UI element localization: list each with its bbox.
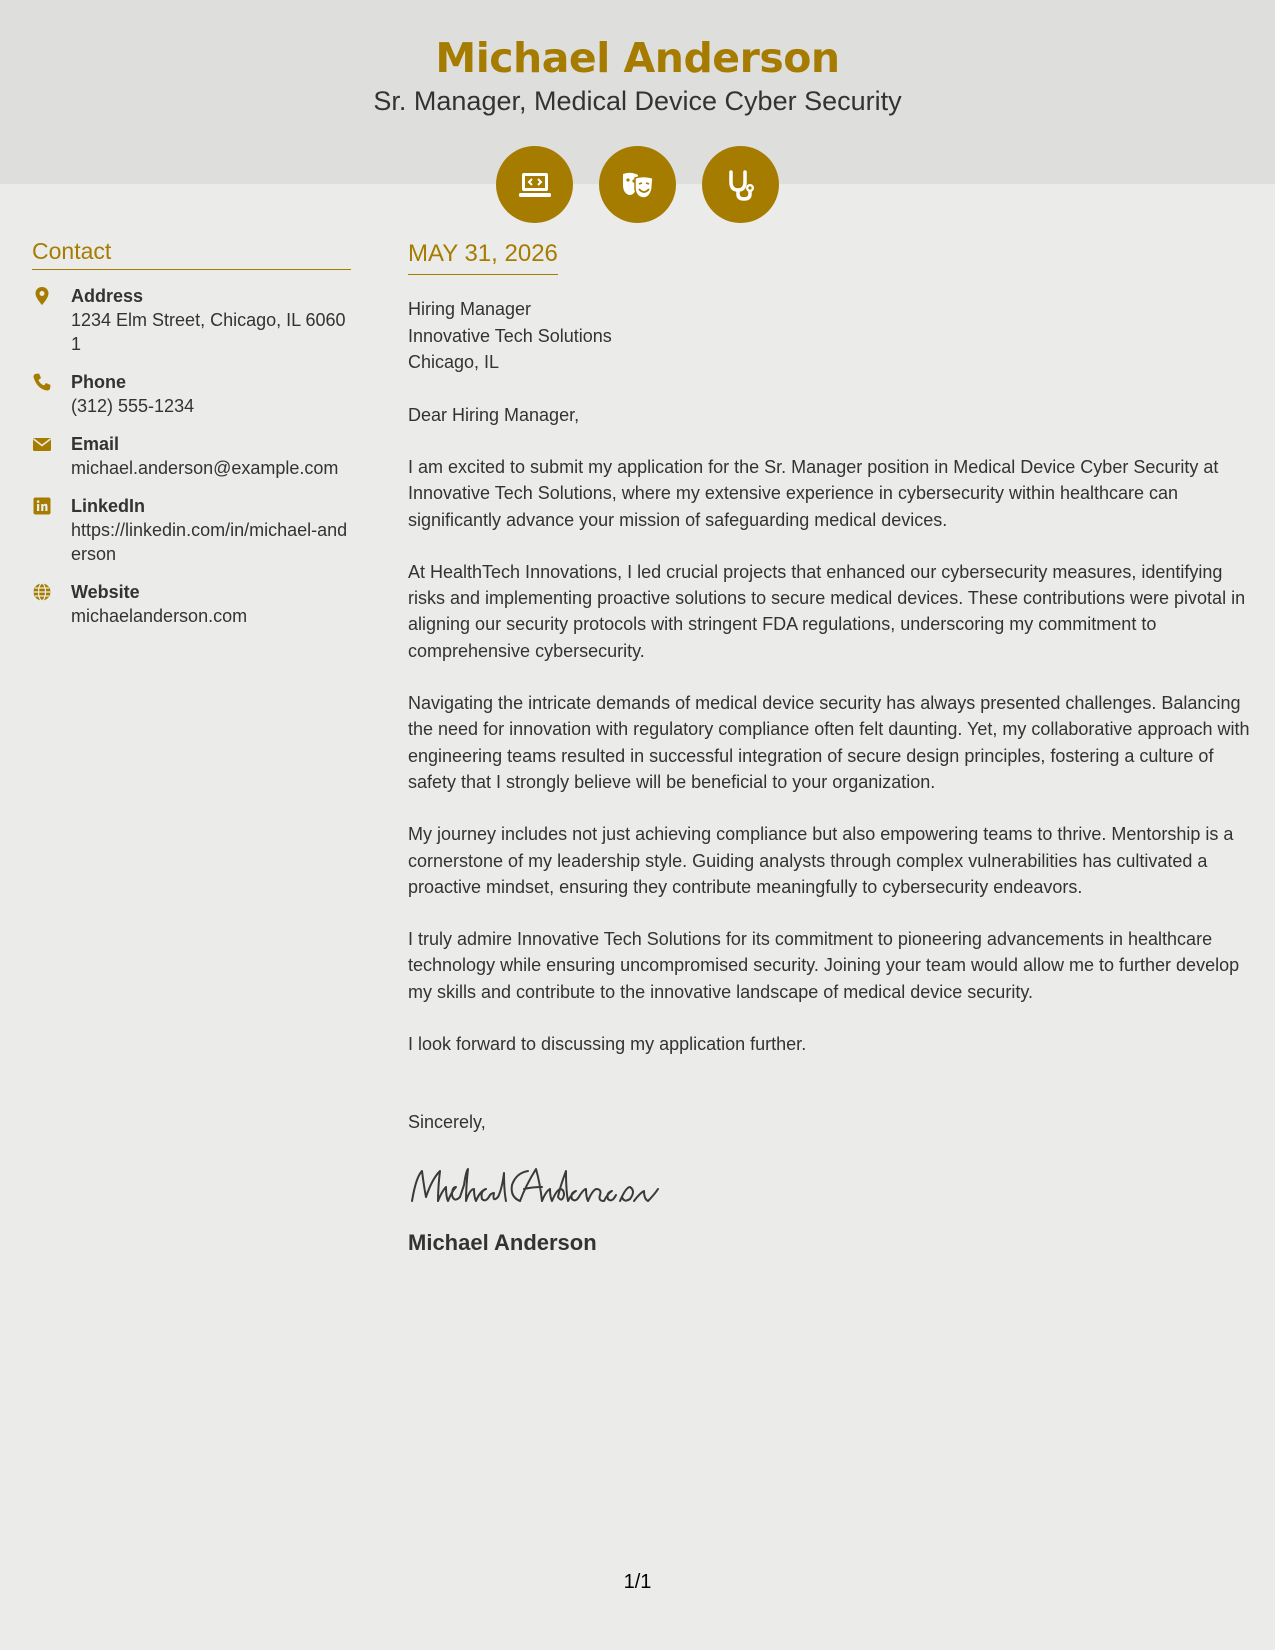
contact-phone (32, 370, 351, 418)
letter-paragraph: At HealthTech Innovations, I led crucial projects that enhanced our cybersecurity measures, identifying risks and implementing proactive solutions to secure medical devices. These contributions were pivotal in aligning our security protocols with stringent FDA regulations, underscoring my commitment to comprehensive cybersecurity. (408, 561, 1246, 661)
contact-value: https://linkedin.com/in/michael-anderson (71, 520, 348, 564)
theater-masks-icon (599, 146, 676, 223)
contact-website (32, 580, 351, 628)
contact-label: LinkedIn (71, 496, 146, 516)
letter-paragraph: Navigating the intricate demands of medical device security has always presented challenges. Balancing the need for innovation with regulatory compliance often felt daunting. Yet, my collaborative approach with engineering teams resulted in successful integration of secure design principles, fostering a culture of safety that I strongly believe will be beneficial to your organization. (408, 693, 1250, 792)
recipient-line: Chicago, IL (408, 352, 500, 372)
header-icons (0, 146, 1275, 222)
closing: Sincerely, (408, 1112, 486, 1133)
signer-name: Michael Anderson (408, 1230, 597, 1256)
letter-paragraph: I look forward to discussing my application further. (408, 1034, 807, 1055)
envelope-icon (32, 434, 52, 454)
letter-body (408, 240, 1250, 1256)
contact-value: (312) 555-1234 (71, 396, 195, 416)
contact-linkedin (32, 494, 351, 566)
salutation: Dear Hiring Manager, (408, 404, 580, 425)
laptop-code-icon (496, 146, 573, 223)
recipient-line: Innovative Tech Solutions (408, 325, 612, 346)
contact-label: Email (71, 434, 120, 454)
contact-value: michaelanderson.com (71, 606, 248, 626)
contact-heading: Contact (32, 238, 351, 270)
linkedin-icon (32, 496, 52, 516)
stethoscope-icon (702, 146, 779, 223)
handwritten-signature (408, 1157, 668, 1213)
letter-paragraph: My journey includes not just achieving compliance but also empowering teams to thrive. Mentorship is a cornerstone of my leadership style. Guiding analysts through complex vulnerabilities has cultivated a proactive mindset, ensuring they contribute meaningfully to cybersecurity endeavors. (408, 824, 1234, 897)
contact-label: Address (71, 286, 144, 306)
contact-value: michael.anderson@example.com (71, 458, 339, 478)
letter-date: MAY 31, 2026 (408, 240, 558, 275)
map-marker-icon (32, 286, 52, 306)
contact-sidebar (32, 238, 351, 628)
letter-paragraph: I truly admire Innovative Tech Solutions for its commitment to pioneering advancements in healthcare technology while ensuring uncompromised security. Joining your team would allow me to further develop my skills and contribute to the innovative landscape of medical device security. (408, 929, 1240, 1002)
contact-email (32, 432, 351, 480)
contact-label: Website (71, 582, 140, 602)
recipient-block (408, 296, 1250, 376)
recipient-line: Hiring Manager (408, 299, 532, 319)
contact-address (32, 284, 351, 356)
phone-icon (32, 372, 52, 392)
contact-label: Phone (71, 372, 127, 392)
letter-paragraph: I am excited to submit my application for the Sr. Manager position in Medical Device Cyber Security at Innovative Tech Solutions, where my extensive experience in cybersecurity within healthcare can significantly advance your mission of safeguarding medical devices. (408, 457, 1219, 530)
applicant-title: Sr. Manager, Medical Device Cyber Security (373, 86, 902, 116)
applicant-name: Michael Anderson (435, 34, 840, 82)
page-number: 1/1 (623, 1571, 652, 1593)
globe-icon (32, 582, 52, 602)
contact-value: 1234 Elm Street, Chicago, IL 60601 (71, 310, 346, 354)
